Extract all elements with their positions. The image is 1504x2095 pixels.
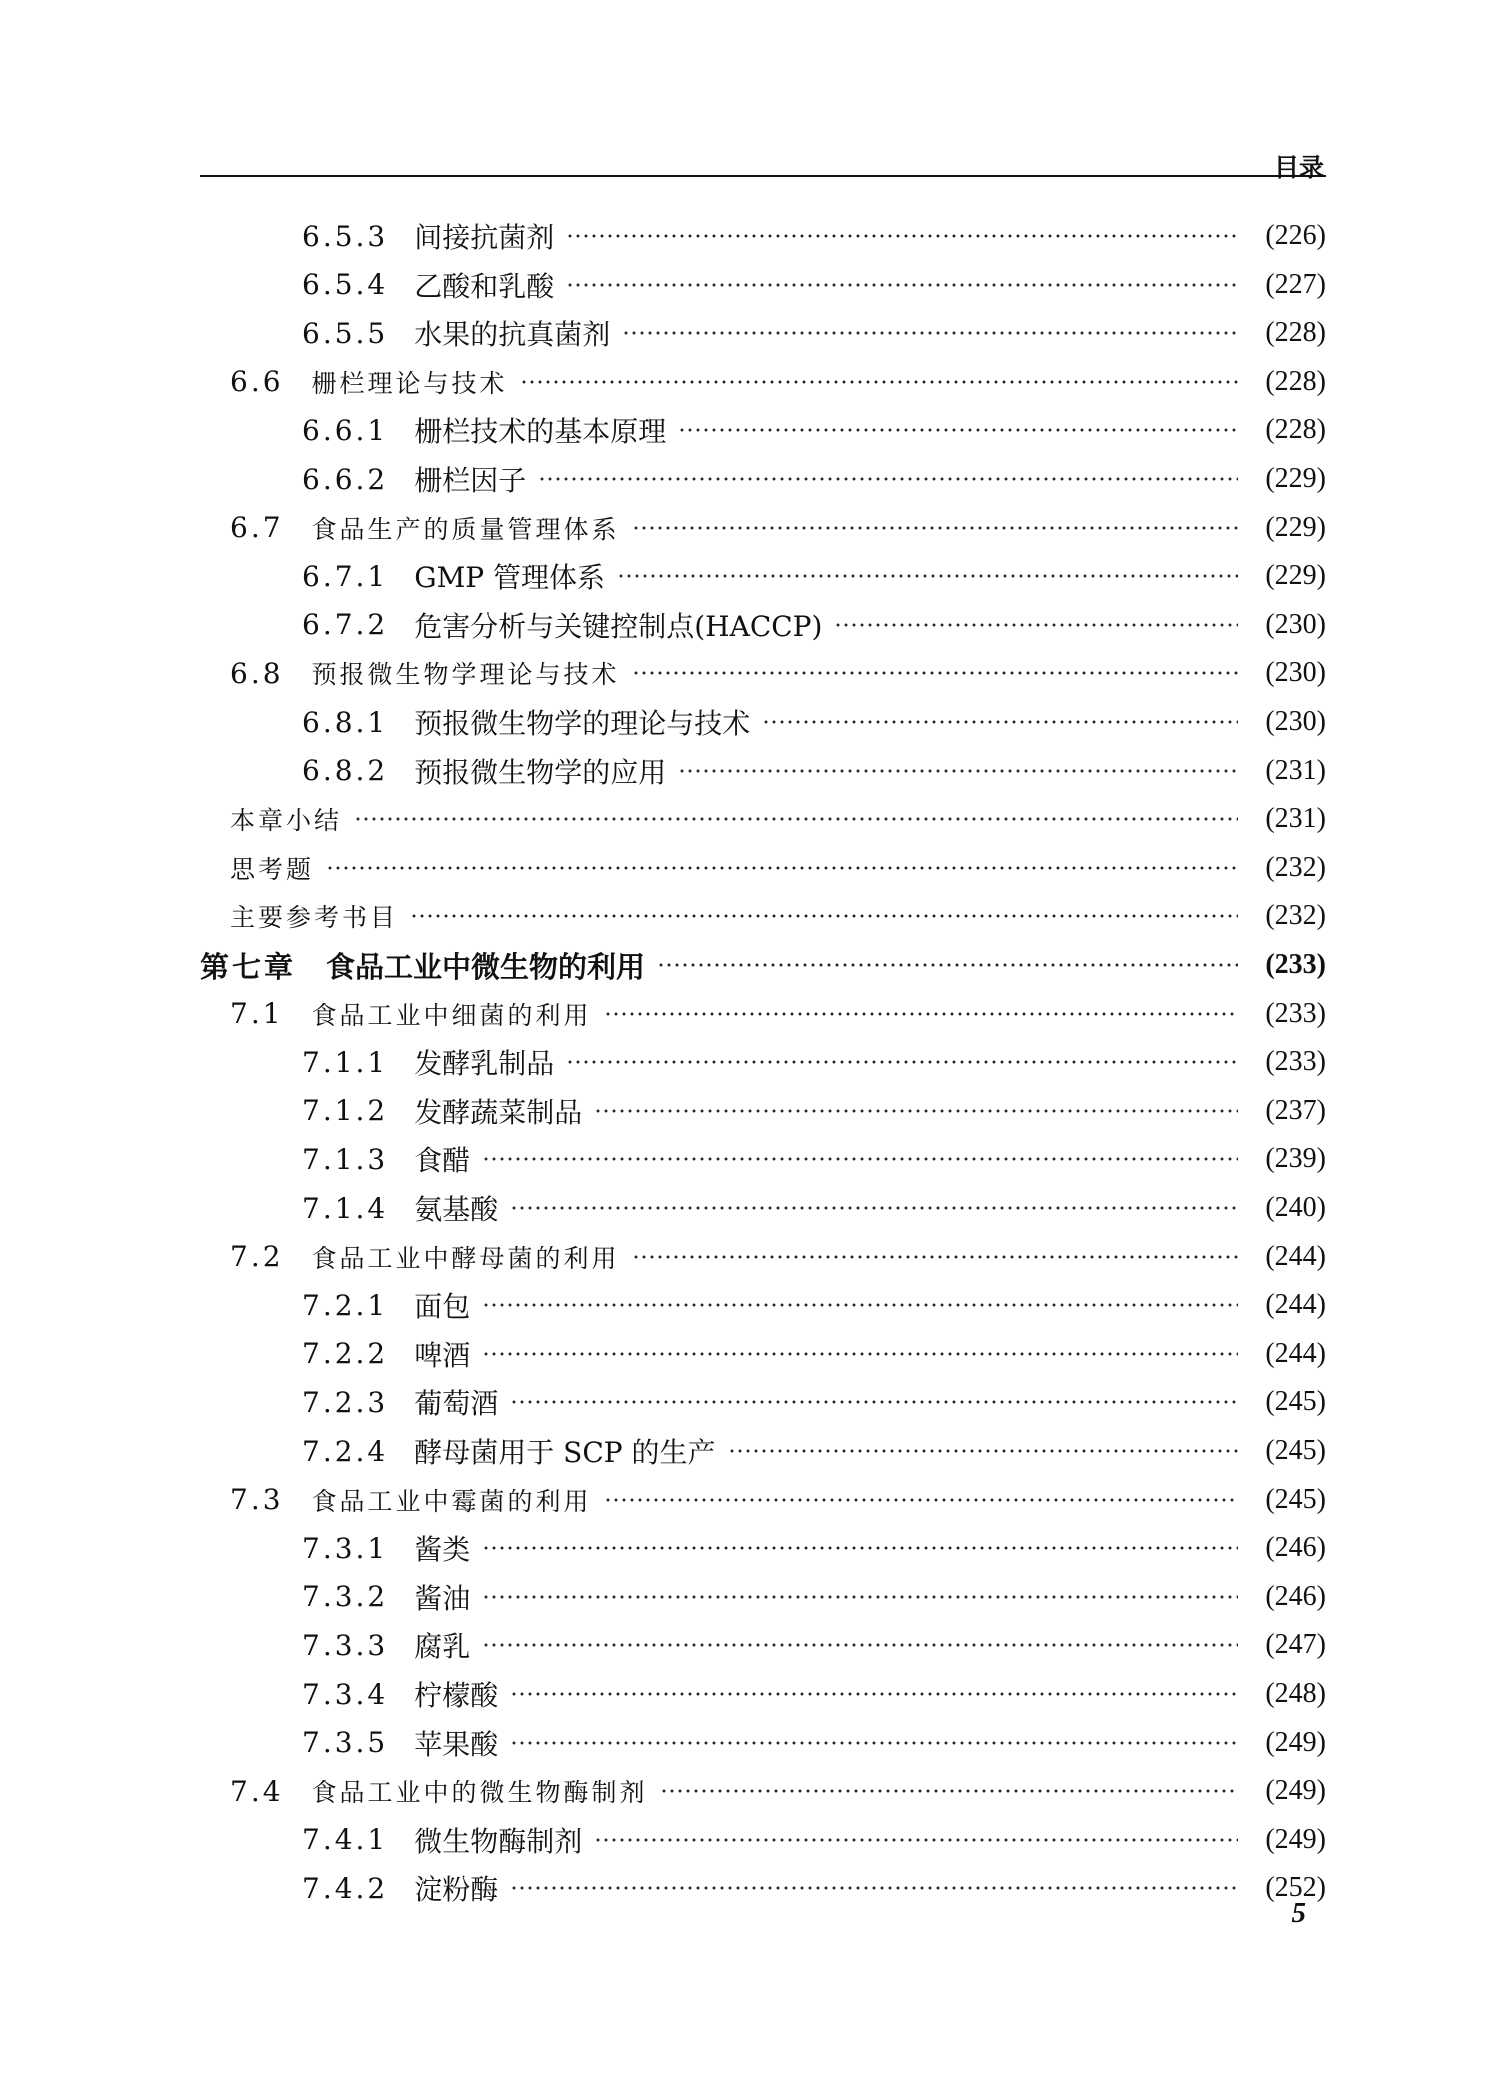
toc-entry[interactable]: [230, 892, 1326, 940]
toc-entry-page: (246): [1265, 1580, 1326, 1612]
toc-entry-page: (231): [1265, 754, 1326, 786]
toc-entry-page: (228): [1265, 317, 1326, 349]
toc-entry[interactable]: [302, 261, 1326, 309]
dot-leader: [632, 526, 1238, 530]
dot-leader: [604, 1498, 1238, 1502]
toc-entry[interactable]: [230, 504, 1326, 552]
toc-entry-page: (230): [1265, 608, 1326, 640]
toc-entry-page: (230): [1265, 706, 1326, 737]
dot-leader: [482, 1643, 1238, 1647]
toc-entry-number: 7.3.5: [302, 1726, 389, 1760]
toc-entry-title: 预报微生物学的理论与技术: [414, 707, 751, 740]
toc-entry-number: 7.1.1: [302, 1045, 389, 1079]
dot-leader: [566, 234, 1238, 238]
toc-entry-page: (227): [1265, 268, 1326, 300]
dot-leader: [482, 1303, 1238, 1307]
toc-entry-title: 水果的抗真菌剂: [414, 318, 611, 352]
toc-entry-number: 7.1: [230, 997, 284, 1031]
toc-entry-page: (229): [1265, 511, 1326, 543]
toc-entry-page: (233): [1265, 1046, 1326, 1078]
dot-leader: [510, 1886, 1238, 1890]
toc-entry-number: 7.1.3: [302, 1142, 389, 1176]
toc-entry-page: (249): [1265, 1823, 1326, 1855]
toc-entry-page: (249): [1265, 1775, 1326, 1807]
toc-entry-page: (248): [1265, 1678, 1326, 1709]
toc-entry-title: 食品生产的质量管理体系: [311, 514, 620, 544]
dot-leader: [510, 1400, 1238, 1404]
toc-entry-page: (244): [1265, 1240, 1326, 1272]
toc-entry-title: 酱油: [414, 1581, 471, 1615]
dot-leader: [678, 428, 1238, 432]
dot-leader: [482, 1595, 1238, 1599]
toc-entry-page: (245): [1265, 1435, 1326, 1466]
toc-entry[interactable]: [302, 1524, 1326, 1572]
toc-entry-page: (246): [1265, 1532, 1326, 1564]
toc-entry-title: 食品工业中酵母菌的利用: [311, 1243, 620, 1273]
toc-entry[interactable]: [302, 1038, 1326, 1086]
toc-entry[interactable]: [302, 1621, 1326, 1669]
dot-leader: [594, 1838, 1238, 1842]
toc-entry-number: 6.5.4: [302, 268, 389, 302]
toc-entry[interactable]: [302, 747, 1326, 795]
toc-entry-number: 7.3: [230, 1483, 284, 1517]
dot-leader: [510, 1692, 1238, 1696]
toc-entry-number: 7.3.1: [302, 1531, 389, 1565]
toc-entry[interactable]: [302, 212, 1326, 260]
toc-entry[interactable]: [302, 1573, 1326, 1621]
toc-entry[interactable]: [230, 1233, 1326, 1281]
toc-entry[interactable]: [302, 455, 1326, 503]
toc-entry[interactable]: [302, 1184, 1326, 1232]
dot-leader: [482, 1157, 1238, 1161]
toc-entry-page: (232): [1265, 900, 1326, 932]
toc-entry-page: (252): [1265, 1872, 1326, 1904]
page-number: 5: [1291, 1897, 1306, 1929]
toc-entry-title: 栅栏技术的基本原理: [414, 415, 667, 449]
toc-entry-title: 葡萄酒: [414, 1387, 499, 1421]
toc-entry-number: 6.8.2: [302, 754, 389, 788]
toc-entry-number: 7.4: [230, 1774, 284, 1808]
dot-leader: [660, 1789, 1238, 1793]
toc-entry-page: (244): [1265, 1337, 1326, 1369]
toc-entry[interactable]: [302, 406, 1326, 454]
toc-entry[interactable]: [302, 309, 1326, 357]
toc-entry-title: 食品工业中细菌的利用: [311, 1000, 592, 1030]
dot-leader: [326, 866, 1238, 870]
toc-entry-page: (230): [1265, 657, 1326, 689]
toc-entry[interactable]: [302, 1816, 1326, 1864]
toc-entry-page: (233): [1265, 997, 1326, 1029]
toc-entry-number: 6.7.1: [302, 559, 389, 593]
toc-entry-number: 6.5.5: [302, 316, 389, 350]
toc-entry-title: 栅栏因子: [414, 464, 527, 497]
dot-leader: [482, 1352, 1238, 1356]
dot-leader: [566, 283, 1238, 287]
toc-entry-title: 酱类: [414, 1533, 471, 1567]
toc-entry-page: (232): [1265, 851, 1326, 883]
toc-entry-number: 7.1.2: [302, 1094, 389, 1128]
dot-leader: [622, 331, 1238, 335]
toc-entry[interactable]: [302, 1719, 1326, 1767]
toc-entry-number: 6.8: [230, 656, 284, 690]
toc-entry-title: 思考题: [230, 854, 315, 884]
toc-entry[interactable]: [302, 698, 1326, 746]
toc-entry-title: 预报微生物学理论与技术: [311, 660, 620, 690]
toc-entry[interactable]: [302, 1330, 1326, 1378]
toc-entry-number: 7.2: [230, 1240, 284, 1274]
toc-entry[interactable]: [302, 1281, 1326, 1329]
toc-entry-number: 6.5.3: [302, 219, 389, 253]
dot-leader: [482, 1546, 1238, 1550]
dot-leader: [520, 380, 1238, 384]
toc-entry-number: 7.2.1: [302, 1288, 389, 1322]
toc-entry-page: (237): [1265, 1094, 1326, 1126]
toc-entry[interactable]: [302, 1378, 1326, 1426]
toc-entry[interactable]: [230, 649, 1326, 697]
toc-entry-number: 6.6.2: [302, 462, 389, 496]
toc-entry-title: 面包: [414, 1290, 471, 1324]
toc-entry[interactable]: [302, 1135, 1326, 1183]
toc-entry[interactable]: [302, 1087, 1326, 1135]
toc-entry-page: (228): [1265, 414, 1326, 446]
toc-entry-title: 柠檬酸: [414, 1679, 499, 1712]
toc-entry[interactable]: [230, 1767, 1326, 1815]
toc-entry-title: 食品工业中霉菌的利用: [311, 1486, 592, 1516]
toc-entry[interactable]: [302, 1427, 1326, 1475]
dot-leader: [410, 914, 1238, 918]
toc-entry-title: 食品工业中的微生物酶制剂: [311, 1778, 648, 1808]
toc-entry-number: 6.6.1: [302, 413, 389, 447]
dot-leader: [728, 1449, 1239, 1453]
toc-entry-number: 7.4.2: [302, 1871, 389, 1905]
dot-leader: [538, 477, 1238, 481]
toc-entry-page: (228): [1265, 365, 1326, 397]
toc-entry-page: (226): [1265, 220, 1326, 251]
dot-leader: [617, 574, 1238, 578]
toc-entry[interactable]: [302, 1864, 1326, 1912]
toc-entry[interactable]: [230, 795, 1326, 843]
running-header-title: 目录: [1273, 153, 1324, 182]
toc-entry-page: (239): [1265, 1143, 1326, 1175]
toc-entry-title: 腐乳: [414, 1630, 471, 1664]
toc-entry-page: (240): [1265, 1192, 1326, 1223]
toc-entry[interactable]: [230, 990, 1326, 1038]
toc-entry-title: 啤酒: [414, 1338, 471, 1372]
toc-entry-title: 食品工业中微生物的利用: [326, 949, 646, 984]
toc-entry-number: 7.2.4: [302, 1434, 389, 1468]
dot-leader: [510, 1741, 1238, 1745]
toc-entry-title: 栅栏理论与技术: [311, 368, 508, 398]
toc-entry[interactable]: [230, 358, 1326, 406]
toc-entry-page: (244): [1265, 1289, 1326, 1321]
toc-entry-page: (229): [1265, 463, 1326, 494]
toc-entry-number: 6.8.1: [302, 705, 389, 739]
dot-leader: [632, 671, 1238, 675]
toc-entry-title: 间接抗菌剂: [414, 221, 555, 254]
dot-leader: [657, 963, 1238, 967]
dot-leader: [594, 1109, 1238, 1113]
dot-leader: [604, 1012, 1238, 1016]
dot-leader: [510, 1206, 1238, 1210]
toc-entry-title: 乙酸和乳酸: [414, 269, 555, 303]
toc-entry-title: GMP 管理体系: [414, 561, 606, 595]
toc-entry-title: 本章小结: [230, 806, 343, 836]
toc-entry[interactable]: [230, 844, 1326, 892]
toc-entry[interactable]: [200, 941, 1326, 989]
toc-entry-page: (245): [1265, 1386, 1326, 1418]
dot-leader: [834, 623, 1238, 627]
dot-leader: [762, 720, 1238, 724]
toc-entry-title: 苹果酸: [414, 1727, 499, 1761]
toc-entry[interactable]: [302, 1670, 1326, 1718]
toc-entry-number: 6.6: [230, 365, 284, 399]
dot-leader: [632, 1255, 1238, 1259]
toc-entry-number: 7.1.4: [302, 1191, 389, 1225]
toc-entry-page: (229): [1265, 560, 1326, 592]
toc-entry-number: 6.7: [230, 511, 284, 545]
dot-leader: [678, 769, 1238, 773]
toc-entry-number: 7.3.3: [302, 1628, 389, 1662]
toc-entry-title: 淀粉酶: [414, 1873, 499, 1907]
toc-entry-number: 7.2.3: [302, 1385, 389, 1419]
toc-entry-title: 微生物酶制剂: [414, 1824, 583, 1858]
toc-entry-title: 预报微生物学的应用: [414, 755, 667, 789]
toc-entry-title: 发酵蔬菜制品: [414, 1095, 583, 1129]
toc-entry-page: (247): [1265, 1629, 1326, 1661]
toc-entry[interactable]: [230, 1476, 1326, 1524]
toc-entry-number: 7.3.2: [302, 1580, 389, 1614]
toc-entry-number: 7.4.1: [302, 1823, 389, 1857]
toc-entry-title: 氨基酸: [414, 1193, 499, 1226]
header-rule: [200, 175, 1326, 177]
toc-entry-title: 发酵乳制品: [414, 1047, 555, 1081]
toc-entry-title: 食醋: [414, 1144, 471, 1178]
toc-entry-title: 危害分析与关键控制点(HACCP): [414, 609, 823, 643]
toc-entry-title: 主要参考书目: [230, 903, 399, 933]
toc-entry-number: 6.7.2: [302, 608, 389, 642]
toc-entry-page: (231): [1265, 803, 1326, 835]
dot-leader: [566, 1060, 1238, 1064]
toc-entry-number: 7.2.2: [302, 1337, 389, 1371]
toc-entry-number: 7.3.4: [302, 1677, 389, 1711]
toc-entry[interactable]: [302, 552, 1326, 600]
toc-entry-title: 酵母菌用于 SCP 的生产: [414, 1436, 716, 1469]
toc-entry-number: 第七章: [200, 949, 297, 984]
toc-entry-page: (233): [1265, 949, 1326, 980]
toc-entry-page: (245): [1265, 1483, 1326, 1515]
toc-entry[interactable]: [302, 601, 1326, 649]
toc-entry-page: (249): [1265, 1726, 1326, 1758]
dot-leader: [354, 817, 1238, 821]
